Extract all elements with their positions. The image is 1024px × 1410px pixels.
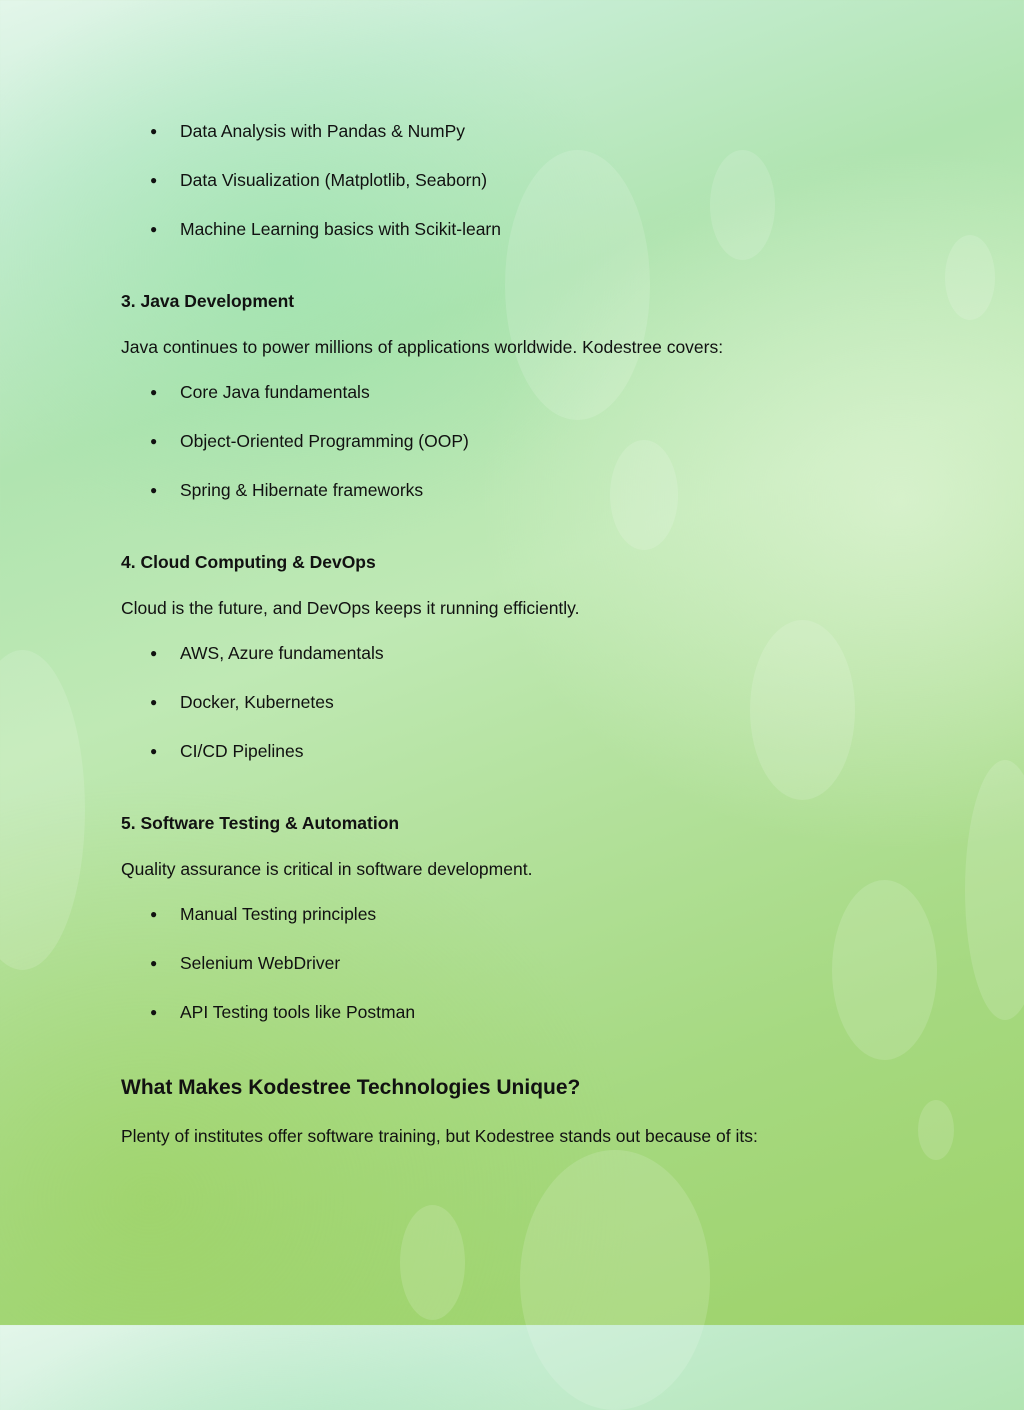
bullet-icon: ● [150,695,158,709]
section-heading: 3. Java Development [121,291,295,311]
bullet-icon: ● [150,483,158,497]
page-heading: What Makes Kodestree Technologies Unique? [121,1076,581,1099]
list-item [150,430,469,452]
list-item-text: Core Java fundamentals [180,382,370,402]
list-item-text: Docker, Kubernetes [180,692,334,712]
list-item [150,691,334,713]
list-item [150,952,340,974]
list-item [150,903,376,925]
bullet-icon: ● [150,646,158,660]
list-item-text: AWS, Azure fundamentals [180,643,384,663]
list-item-text: CI/CD Pipelines [180,741,304,761]
list-item-text: API Testing tools like Postman [180,1002,416,1022]
section-intro: Quality assurance is critical in software development. [121,859,533,879]
list-item [150,381,370,403]
list-item-text: Machine Learning basics with Scikit-learn [180,219,501,239]
list-item [150,479,423,501]
section-intro: Plenty of institutes offer software training, but Kodestree stands out because of its: [121,1126,758,1146]
list-item-text: Data Analysis with Pandas & NumPy [180,121,465,141]
bullet-icon: ● [150,385,158,399]
list-item [150,120,465,142]
list-item [150,740,304,762]
list-item-text: Spring & Hibernate frameworks [180,480,424,500]
list-item-text: Data Visualization (Matplotlib, Seaborn) [180,170,488,190]
bullet-icon: ● [150,744,158,758]
list-item-text: Selenium WebDriver [180,953,341,973]
section-intro: Java continues to power millions of applications worldwide. Kodestree covers: [121,337,724,357]
bullet-icon: ● [150,222,158,236]
bullet-icon: ● [150,124,158,138]
bullet-icon: ● [150,1005,158,1019]
list-item-text: Manual Testing principles [180,904,377,924]
list-item-text: Object-Oriented Programming (OOP) [180,431,469,451]
list-item [150,218,501,240]
list-item [150,642,384,664]
section-intro: Cloud is the future, and DevOps keeps it running efficiently. [121,598,580,618]
bullet-icon: ● [150,956,158,970]
list-item [150,169,487,191]
bullet-icon: ● [150,173,158,187]
section-heading: 5. Software Testing & Automation [121,813,400,833]
section-heading: 4. Cloud Computing & DevOps [121,552,376,572]
bullet-icon: ● [150,434,158,448]
list-item [150,1001,415,1023]
bullet-icon: ● [150,907,158,921]
